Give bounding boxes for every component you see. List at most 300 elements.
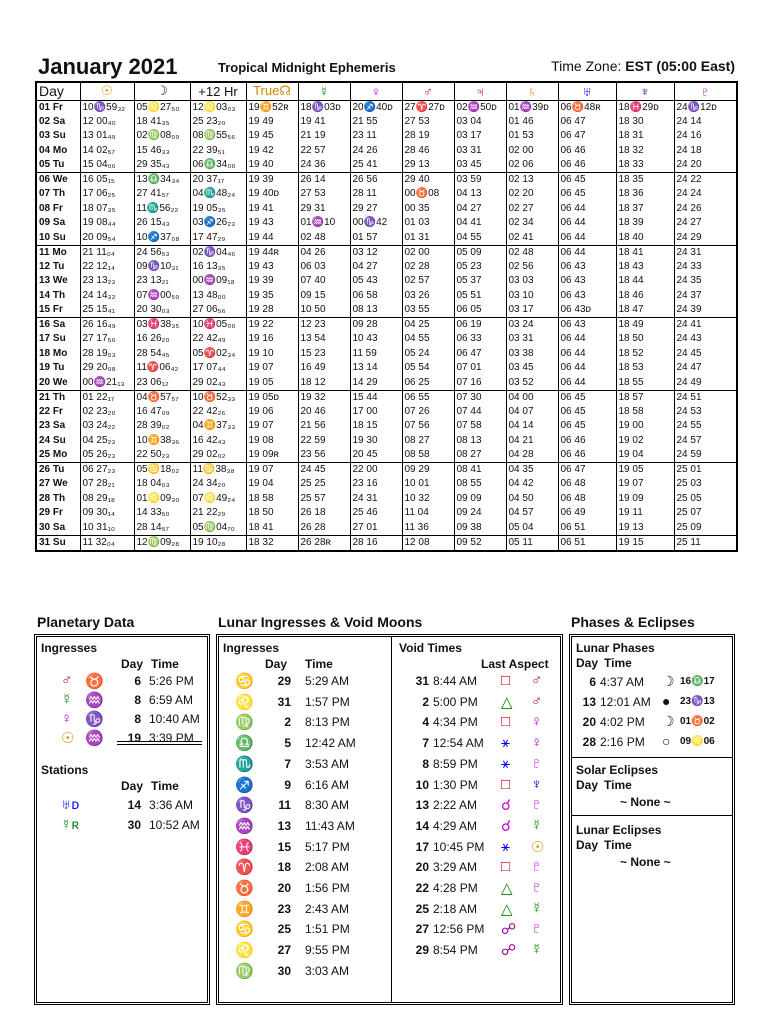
table-cell: 28 39₀₂	[134, 419, 190, 434]
table-cell: 24 27	[674, 216, 737, 231]
table-cell: 24 45	[674, 347, 737, 362]
table-cell: 25 01	[674, 463, 737, 478]
table-cell: 04 55	[454, 231, 506, 246]
table-cell: 10 01	[402, 477, 454, 492]
ingress-time: 1:56 PM	[305, 881, 350, 895]
page-subtitle: Tropical Midnight Ephemeris	[218, 60, 396, 75]
phase-day: 6	[589, 675, 596, 689]
ingress-day: 15	[277, 839, 291, 854]
row-day: 28 Th	[36, 492, 80, 507]
table-cell: 09 38	[454, 521, 506, 536]
table-cell: 18 07₃₅	[80, 202, 134, 217]
time-zone	[551, 58, 735, 74]
row-day: 09 Sa	[36, 216, 80, 231]
void-time: 8:59 PM	[433, 756, 478, 771]
divider	[117, 744, 202, 745]
table-cell: 12♌03₀₃	[190, 100, 246, 115]
row-day: 03 Su	[36, 129, 80, 144]
table-cell: 23 13₂₃	[80, 274, 134, 289]
table-cell: 19 40	[246, 158, 298, 173]
phases-title: Phases & Eclipses	[571, 614, 695, 630]
table-cell: 06 44	[558, 216, 616, 231]
row-day: 27 We	[36, 477, 80, 492]
aspect-glyph: ☌	[501, 817, 512, 835]
station-time: 3:36 AM	[149, 798, 194, 812]
phase-position: 01♉02	[680, 716, 715, 727]
table-cell: 22 42₄₉	[190, 332, 246, 347]
table-cell: 24 26	[674, 202, 737, 217]
sign-glyph: ♌	[235, 693, 254, 711]
table-cell: 19 45	[246, 129, 298, 144]
void-time: 4:34 PM	[433, 715, 478, 730]
planet-glyph: ☉	[61, 730, 75, 747]
table-cell: 05 37	[454, 274, 506, 289]
ingress-day: 27	[277, 943, 291, 958]
table-cell: 06 43	[558, 260, 616, 275]
table-cell: 18 50	[616, 332, 674, 347]
ingress-time: 11:43 AM	[305, 818, 355, 833]
planet-glyph: ♂	[531, 672, 543, 689]
station-glyph: ☿ʀ	[61, 816, 80, 832]
void-time: 12:54 AM	[433, 736, 484, 751]
table-cell: 13 14	[350, 361, 402, 376]
table-cell: 06 51	[558, 521, 616, 536]
table-cell: 06 48	[558, 477, 616, 492]
table-cell: 24 29	[674, 231, 737, 246]
table-cell: 06 43ᴅ	[558, 303, 616, 318]
lunar-phases-label: Lunar Phases	[576, 641, 655, 655]
void-day: 20	[415, 860, 429, 875]
page-title: January 2021	[38, 54, 178, 79]
table-cell: 25 09	[674, 521, 737, 536]
table-cell: 01 03	[402, 216, 454, 231]
table-cell: 02 00	[402, 245, 454, 260]
ingress-day: 29	[277, 674, 291, 688]
sign-glyph: ♏	[235, 755, 254, 773]
table-cell: 26 15₄₃	[134, 216, 190, 231]
table-cell: 15 46₃₃	[134, 144, 190, 159]
table-cell: 19 42	[246, 144, 298, 159]
void-time: 1:30 PM	[433, 777, 478, 792]
aspect-glyph: □	[501, 672, 511, 689]
table-cell: 19 40ᴅ	[246, 187, 298, 202]
row-day: 06 We	[36, 173, 80, 188]
table-cell: 03 26	[402, 289, 454, 304]
table-cell: 06 03	[298, 260, 350, 275]
table-cell: 09♑10₃₁	[134, 260, 190, 275]
table-cell: 06 46	[558, 448, 616, 463]
table-cell: 18 39	[616, 216, 674, 231]
table-cell: 23 06₁₂	[134, 376, 190, 391]
table-cell: 19 16	[246, 332, 298, 347]
table-cell: 15 44	[350, 390, 402, 405]
table-cell: 03 55	[402, 303, 454, 318]
table-cell: 02 27	[506, 202, 558, 217]
solar-eclipses-label: Solar Eclipses	[576, 763, 659, 777]
table-cell: 19 32	[298, 390, 350, 405]
table-cell: 06 47	[558, 129, 616, 144]
table-cell: 04 55	[402, 332, 454, 347]
table-row	[36, 405, 737, 420]
aspect-glyph: ☍	[501, 942, 517, 960]
sign-glyph: ♐	[235, 776, 254, 794]
ingress-day: 23	[277, 901, 291, 916]
void-day: 2	[422, 694, 429, 709]
planet-glyph: ♇	[531, 754, 543, 772]
table-cell: 11 59	[350, 347, 402, 362]
table-cell: 04♊37₃₃	[190, 419, 246, 434]
table-cell: 28 19₀₃	[80, 347, 134, 362]
table-cell: 06 47	[558, 115, 616, 130]
table-cell: 10♓05₀₀	[190, 318, 246, 333]
table-cell: 02 00	[506, 144, 558, 159]
phase-day: 13	[582, 695, 596, 709]
table-row	[36, 492, 737, 507]
table-cell: 11♏56₂₂	[134, 202, 190, 217]
divider	[572, 757, 732, 758]
void-day: 7	[422, 736, 429, 751]
table-cell: 17 00	[350, 405, 402, 420]
table-cell: 11♈06₄₂	[134, 361, 190, 376]
table-cell: 24 22	[674, 173, 737, 188]
planetary-time-header: Time	[151, 657, 179, 671]
table-cell: 19 43	[246, 216, 298, 231]
table-cell: 06 43	[558, 289, 616, 304]
ephemeris-table	[35, 81, 738, 552]
table-cell: 10 31₁₀	[80, 521, 134, 536]
table-cell: 06 46	[558, 434, 616, 449]
table-cell: 22 12₁₄	[80, 260, 134, 275]
phase-icon: ☽	[662, 713, 675, 729]
table-cell: 06 44	[558, 245, 616, 260]
table-cell: 18 55	[616, 376, 674, 391]
ingress-day: 5	[284, 736, 291, 751]
sign-glyph: ♍	[235, 714, 254, 732]
table-cell: 18♓29ᴅ	[616, 100, 674, 115]
row-day: 15 Fr	[36, 303, 80, 318]
ingress-time: 8:30 AM	[305, 798, 350, 813]
table-cell: 19 43	[246, 260, 298, 275]
table-cell: 11 32₀₄	[80, 535, 134, 551]
table-cell: 18 44	[616, 274, 674, 289]
table-cell: 18 33	[616, 158, 674, 173]
table-cell: 24 34₂₀	[190, 477, 246, 492]
table-cell: 24 14₃₂	[80, 289, 134, 304]
aspect-glyph: △	[501, 693, 513, 711]
phase-day: 28	[582, 735, 596, 749]
table-row	[36, 100, 737, 115]
planet-glyph: ☿	[531, 941, 543, 959]
table-cell: 25 41	[350, 158, 402, 173]
table-cell: 19 07	[246, 419, 298, 434]
table-cell: 25 07	[674, 506, 737, 521]
ingress-day: 13	[277, 818, 291, 833]
table-cell: 01 31	[402, 231, 454, 246]
table-cell: 05 09	[454, 245, 506, 260]
table-cell: 07 30	[454, 390, 506, 405]
table-cell: 03 59	[454, 173, 506, 188]
column-header: ♇	[674, 82, 737, 100]
table-cell: 17 47₂₉	[190, 231, 246, 246]
table-cell: 01 53	[506, 129, 558, 144]
table-cell: 06 45	[558, 390, 616, 405]
table-cell: 00♑42	[350, 216, 402, 231]
ingress-day: 19	[127, 731, 141, 745]
ingress-time: 2:08 AM	[305, 860, 350, 875]
table-cell: 20 09₅₄	[80, 231, 134, 246]
table-row	[36, 173, 737, 188]
table-row	[36, 187, 737, 202]
table-cell: 19 05₃₅	[190, 202, 246, 217]
table-cell: 10 50	[298, 303, 350, 318]
column-header: ☉	[80, 82, 134, 100]
table-cell: 03 38	[506, 347, 558, 362]
table-cell: 15 04₀₆	[80, 158, 134, 173]
phase-day: 20	[582, 715, 596, 729]
table-cell: 09 29	[402, 463, 454, 478]
table-cell: 19 44ʀ	[246, 245, 298, 260]
header	[38, 54, 738, 80]
table-cell: 18 36	[616, 187, 674, 202]
table-cell: 04 27	[350, 260, 402, 275]
table-cell: 22 00	[350, 463, 402, 478]
table-cell: 19 07	[616, 477, 674, 492]
lunar-ingresses-box	[216, 634, 563, 1005]
table-cell: 03 52	[506, 376, 558, 391]
table-cell: 02♑04₄₆	[190, 245, 246, 260]
column-header: True☊	[246, 82, 298, 100]
table-cell: 24 49	[674, 376, 737, 391]
table-cell: 19 10₂₈	[190, 535, 246, 551]
table-cell: 18 30	[616, 115, 674, 130]
table-cell: 25 57	[298, 492, 350, 507]
phases-time-header: Time	[604, 656, 632, 670]
table-cell: 18 41	[246, 521, 298, 536]
sign-glyph: ♌	[235, 942, 254, 960]
table-cell: 18 15	[350, 419, 402, 434]
column-header: ♃	[454, 82, 506, 100]
table-cell: 06♉48ʀ	[558, 100, 616, 115]
table-cell: 06 45	[558, 405, 616, 420]
table-cell: 19 06	[246, 405, 298, 420]
table-cell: 18 53	[616, 361, 674, 376]
table-cell: 23 13₂₁	[134, 274, 190, 289]
table-cell: 06 33	[454, 332, 506, 347]
table-cell: 28 54₄₅	[134, 347, 190, 362]
table-cell: 14 29	[350, 376, 402, 391]
table-cell: 23 16	[350, 477, 402, 492]
table-cell: 06 47	[558, 463, 616, 478]
table-cell: 07♌49₂₄	[190, 492, 246, 507]
void-day: 8	[422, 756, 429, 771]
table-cell: 02♒50ᴅ	[454, 100, 506, 115]
table-cell: 19 04	[246, 477, 298, 492]
table-cell: 18 04₀₃	[134, 477, 190, 492]
table-cell: 18 58	[616, 405, 674, 420]
table-cell: 06 43	[558, 274, 616, 289]
table-cell: 19 39	[246, 173, 298, 188]
table-cell: 07 28₂₁	[80, 477, 134, 492]
table-row	[36, 274, 737, 289]
table-cell: 03 17	[454, 129, 506, 144]
table-cell: 24 33	[674, 260, 737, 275]
table-cell: 08 41	[454, 463, 506, 478]
row-day: 07 Th	[36, 187, 80, 202]
row-day: 24 Su	[36, 434, 80, 449]
table-cell: 06 44	[558, 347, 616, 362]
table-cell: 03 10	[506, 289, 558, 304]
table-cell: 19 08	[246, 434, 298, 449]
row-day: 16 Sa	[36, 318, 80, 333]
table-cell: 09 52	[454, 535, 506, 551]
table-cell: 13 54	[298, 332, 350, 347]
sign-glyph: ♉	[235, 880, 254, 897]
divider	[117, 741, 202, 742]
lunar-time-header: Time	[305, 657, 333, 671]
table-cell: 07 44	[454, 405, 506, 420]
table-cell: 20 37₁₇	[190, 173, 246, 188]
table-cell: 19 09	[616, 492, 674, 507]
table-cell: 18 35	[616, 173, 674, 188]
tz-label: Time Zone:	[551, 58, 622, 74]
stations-day-header: Day	[121, 779, 144, 793]
table-cell: 28 19	[402, 129, 454, 144]
table-cell: 06 51	[558, 535, 616, 551]
phase-time: 4:02 PM	[600, 715, 645, 729]
table-cell: 06 46	[558, 144, 616, 159]
ingress-day: 9	[284, 777, 291, 792]
ingress-time: 12:42 AM	[305, 736, 356, 751]
void-time: 3:29 AM	[433, 860, 478, 875]
table-cell: 06 25	[402, 376, 454, 391]
table-cell: 02 57	[402, 274, 454, 289]
table-cell: 06 44	[558, 332, 616, 347]
table-cell: 06 44	[558, 376, 616, 391]
table-row	[36, 115, 737, 130]
divider	[391, 637, 392, 1002]
aspect-glyph: □	[501, 713, 511, 731]
table-cell: 21 11₀₄	[80, 245, 134, 260]
planetary-ingresses-label: Ingresses	[41, 641, 98, 655]
table-cell: 01♒39ᴅ	[506, 100, 558, 115]
table-cell: 21 56	[298, 419, 350, 434]
table-cell: 19 13	[616, 521, 674, 536]
table-cell: 24 56₅₃	[134, 245, 190, 260]
ingress-day: 6	[134, 674, 141, 688]
table-cell: 12 08	[402, 535, 454, 551]
table-cell: 07 16	[454, 376, 506, 391]
table-row	[36, 521, 737, 536]
row-day: 11 Mo	[36, 245, 80, 260]
table-cell: 05♌27₅₀	[134, 100, 190, 115]
table-cell: 05 26₂₃	[80, 448, 134, 463]
table-cell: 02 23₂₀	[80, 405, 134, 420]
table-row	[36, 318, 737, 333]
table-cell: 03 45	[506, 361, 558, 376]
table-cell: 24 24	[674, 187, 737, 202]
table-cell: 22 59	[298, 434, 350, 449]
table-cell: 24 59	[674, 448, 737, 463]
table-cell: 24 37	[674, 289, 737, 304]
table-cell: 02♍08₀₉	[134, 129, 190, 144]
ingress-time: 5:26 PM	[149, 674, 194, 688]
column-header: ♅	[558, 82, 616, 100]
table-cell: 03 17	[506, 303, 558, 318]
table-cell: 01♌09₃₀	[134, 492, 190, 507]
table-cell: 19 15	[616, 535, 674, 551]
row-day: 01 Fr	[36, 100, 80, 115]
table-cell: 19 44	[246, 231, 298, 246]
table-cell: 05 23	[454, 260, 506, 275]
void-day: 29	[415, 943, 429, 958]
sign-glyph: ♓	[235, 838, 254, 856]
table-cell: 19 00	[616, 419, 674, 434]
aspect-glyph: △	[501, 900, 513, 918]
ingress-time: 5:17 PM	[305, 839, 350, 854]
table-cell: 18♑03ᴅ	[298, 100, 350, 115]
table-cell: 02 20	[506, 187, 558, 202]
column-header: +12 Hr	[190, 82, 246, 100]
row-day: 18 Mo	[36, 347, 80, 362]
table-cell: 19 49	[246, 115, 298, 130]
phase-time: 2:16 PM	[600, 735, 645, 749]
table-cell: 19 28	[246, 303, 298, 318]
table-cell: 07 01	[454, 361, 506, 376]
table-cell: 01 46	[506, 115, 558, 130]
table-cell: 03♐26₂₃	[190, 216, 246, 231]
table-cell: 00 35	[402, 202, 454, 217]
sign-glyph: ♎	[235, 735, 254, 753]
planet-glyph: ♇	[531, 920, 543, 938]
ingress-time: 3:03 AM	[305, 963, 350, 978]
table-cell: 06 55	[402, 390, 454, 405]
planet-glyph: ♂	[531, 692, 543, 710]
row-day: 22 Fr	[36, 405, 80, 420]
row-day: 10 Su	[36, 231, 80, 246]
table-cell: 14 02₅₇	[80, 144, 134, 159]
table-cell: 10♊38₃₆	[134, 434, 190, 449]
table-cell: 19 07	[246, 361, 298, 376]
aspect-glyph: ⚹	[501, 754, 511, 772]
row-day: 20 We	[36, 376, 80, 391]
table-cell: 19 04	[616, 448, 674, 463]
column-header: ♄	[506, 82, 558, 100]
planet-glyph: ☉	[531, 838, 545, 856]
sign-glyph: ♍	[235, 962, 254, 980]
table-cell: 08 58	[402, 448, 454, 463]
table-cell: 06 49	[558, 506, 616, 521]
table-cell: 18 57	[616, 390, 674, 405]
table-cell: 05 04	[506, 521, 558, 536]
row-day: 17 Su	[36, 332, 80, 347]
table-cell: 04 26	[298, 245, 350, 260]
void-day: 17	[415, 839, 429, 854]
table-cell: 06 45	[558, 187, 616, 202]
table-cell: 18 46	[616, 289, 674, 304]
table-cell: 24 47	[674, 361, 737, 376]
column-header: ♂	[402, 82, 454, 100]
table-cell: 28 46	[402, 144, 454, 159]
table-cell: 06♎34₀₀	[190, 158, 246, 173]
sign-glyph: ♒	[85, 730, 104, 747]
table-cell: 03 45	[454, 158, 506, 173]
table-cell: 04 50	[506, 492, 558, 507]
last-aspect-header: Last Aspect	[481, 657, 549, 671]
table-cell: 27 41₅₇	[134, 187, 190, 202]
table-row	[36, 463, 737, 478]
table-cell: 18 52	[616, 347, 674, 362]
row-day: 30 Sa	[36, 521, 80, 536]
